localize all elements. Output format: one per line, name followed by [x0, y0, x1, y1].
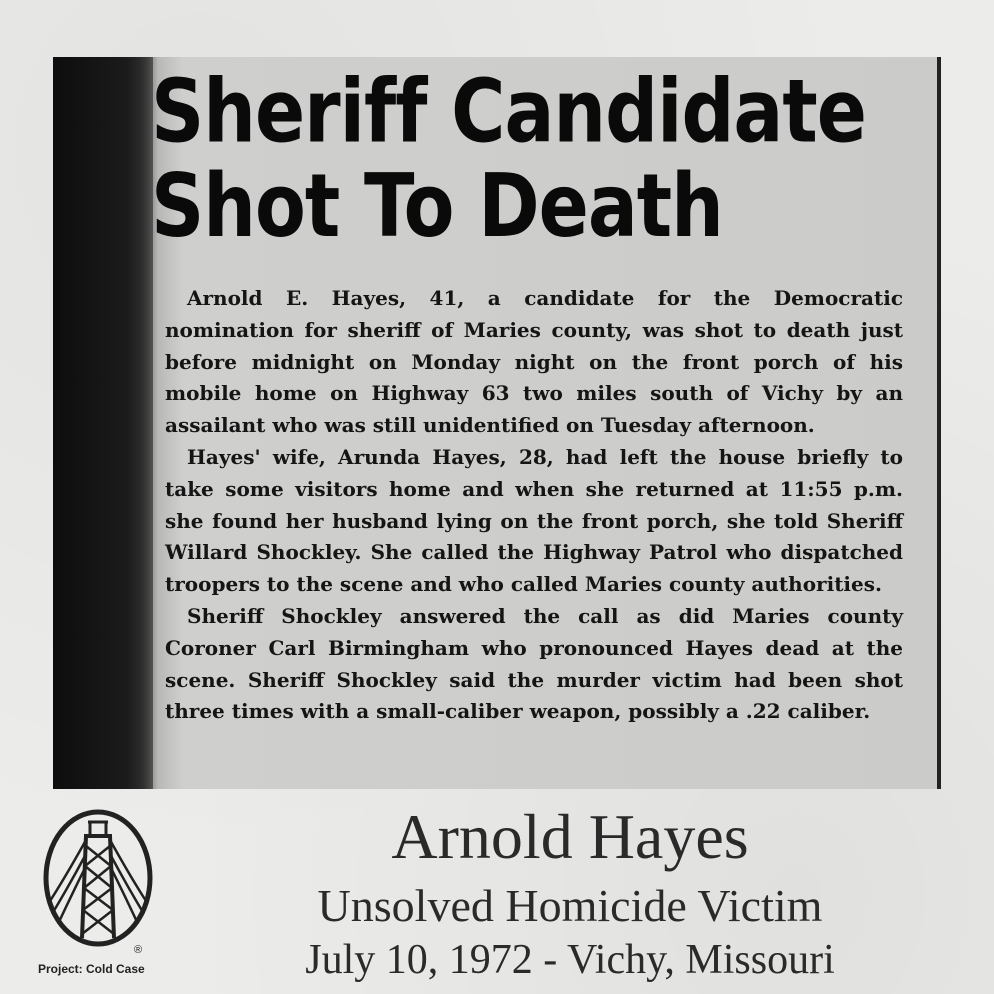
- clipping-headline: [151, 61, 911, 258]
- case-subtitle: Unsolved Homicide Victim: [317, 880, 823, 931]
- logo-text: Project: Cold Case: [38, 962, 145, 976]
- article-body: [165, 283, 903, 728]
- registered-mark: ®: [134, 944, 143, 956]
- article-paragraph: Arnold E. Hayes, 41, a candidate for the Democratic nomination for sheriff of Maries county, was shot to death just before midnight on Monday night on the front porch of his mobile home on Highway 63 two miles south of Vichy by an assailant who was still unidentified on Tuesday afternoon.: [165, 286, 903, 438]
- clipping-edge: [937, 57, 941, 789]
- article-paragraph: Hayes' wife, Arunda Hayes, 28, had left the house briefly to take some visitors home and when she returned at 11:55 p.m. she found her husband lying on the front porch, she told Sheriff Willard Shockley. She called the Highway Patrol who dispatched troopers to the scene and who called Maries county authorities.: [165, 444, 903, 597]
- headline-line-2: Shot To Death: [151, 155, 723, 258]
- case-date-place: July 10, 1972 - Vichy, Missouri: [305, 937, 835, 983]
- victim-name: Arnold Hayes: [391, 801, 749, 872]
- newspaper-clipping: [53, 57, 941, 789]
- headline-line-1: Sheriff Candidate: [151, 61, 866, 163]
- article-paragraph: Sheriff Shockley answered the call as did Maries county Coroner Carl Birmingham who pronounced Hayes dead at the scene. Sheriff Shockley said the murder victim had been shot three times with a small-caliber weapon, possibly a .22 caliber.: [165, 603, 903, 724]
- clipping-shadow: [53, 57, 153, 789]
- bridge-tower-oval-icon: [38, 806, 163, 986]
